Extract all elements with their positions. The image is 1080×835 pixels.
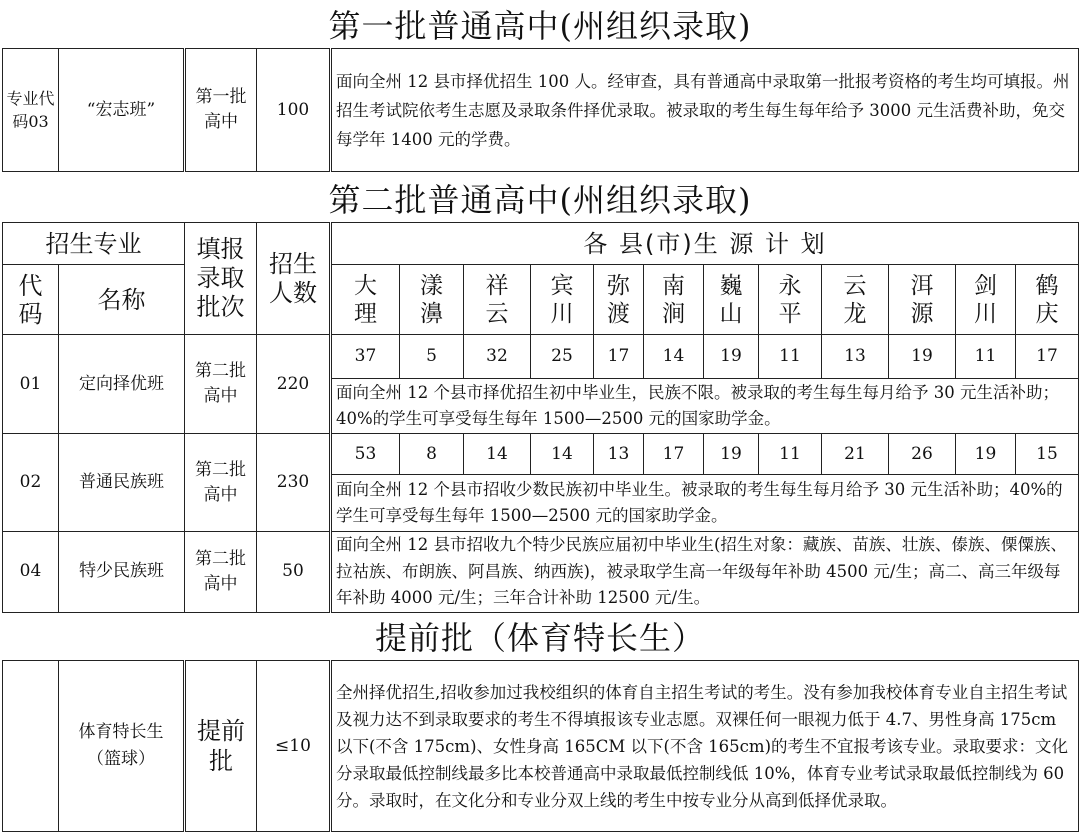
header-major: 招生专业: [3, 223, 185, 265]
row-batch: 第二批高中: [185, 532, 257, 613]
row-code: 02: [3, 434, 59, 532]
row-description: 面向全州 12 个县市择优招生初中毕业生，民族不限。被录取的考生每生每月给予 30 元生活补助；40%的学生可享受每生每年 1500—2500 元的国家助学金。: [331, 379, 1079, 434]
row-count: 220: [257, 335, 331, 434]
quota-cell: 21: [822, 434, 889, 475]
quota-cell: 19: [704, 434, 759, 475]
county-header: 漾濞: [400, 265, 464, 335]
header-code: 代码: [3, 265, 59, 335]
quota-cell: 17: [594, 335, 644, 379]
major-code-cell: 专业代码03: [3, 49, 59, 172]
quota-cell: 13: [594, 434, 644, 475]
county-header: 宾川: [531, 265, 594, 335]
count-cell: ≤10: [257, 661, 331, 832]
major-name-cell: 体育特长生（篮球）: [59, 661, 185, 832]
header-county-plan: 各 县(市)生 源 计 划: [331, 223, 1079, 265]
quota-cell: 11: [759, 335, 822, 379]
row-count: 230: [257, 434, 331, 532]
quota-cell: 53: [331, 434, 400, 475]
county-header: 大理: [331, 265, 400, 335]
row-count: 50: [257, 532, 331, 613]
major-name-cell: “宏志班”: [59, 49, 185, 172]
row-batch: 第二批高中: [185, 335, 257, 434]
row-code: 04: [3, 532, 59, 613]
quota-cell: 25: [531, 335, 594, 379]
section3-table: [2, 660, 1079, 832]
quota-cell: 13: [822, 335, 889, 379]
description-cell: 全州择优招生,招收参加过我校组织的体育自主招生考试的考生。没有参加我校体育专业自主招生考试及视力达不到录取要求的考生不得填报该专业志愿。双裸任何一眼视力低于 4.7、男性身高 175cm 以下(不含 175cm)、女性身高 165CM 以下(不含 165cm)的考生不宜报考该专业。录取要求：文化分录取最低控制线最多比本校普通高中录取最低控制线低 10%，体育专业考试录取最低控制线为 60 分。录取时，在文化分和专业分双上线的考生中按专业分从高到低择优录取。: [331, 661, 1079, 832]
count-cell: 100: [257, 49, 331, 172]
county-header: 弥渡: [594, 265, 644, 335]
batch-cell: 提前批: [185, 661, 257, 832]
quota-cell: 19: [889, 335, 956, 379]
county-header: 永平: [759, 265, 822, 335]
row-description: 面向全州 12 县市招收九个特少民族应届初中毕业生(招生对象：藏族、苗族、壮族、傣族、傈僳族、拉祜族、布朗族、阿昌族、纳西族)，被录取学生高一年级每年补助 4500 元/生；高二、高三年级每年补助 4000 元/生；三年合计补助 12500 元/生。: [331, 532, 1079, 613]
county-header: 洱源: [889, 265, 956, 335]
row-name: 普通民族班: [59, 434, 185, 532]
quota-cell: 37: [331, 335, 400, 379]
row-description: 面向全州 12 个县市招收少数民族初中毕业生。被录取的考生每生每月给予 30 元生活补助；40%的学生可享受每生每年 1500—2500 元的国家助学金。: [331, 475, 1079, 532]
section1-table: [2, 48, 1079, 172]
county-header: 巍山: [704, 265, 759, 335]
section1-title: 第一批普通高中(州组织录取): [328, 7, 752, 45]
quota-cell: 15: [1016, 434, 1079, 475]
quota-cell: 17: [644, 434, 704, 475]
header-name: 名称: [59, 265, 185, 335]
quota-cell: 14: [644, 335, 704, 379]
quota-cell: 26: [889, 434, 956, 475]
quota-cell: 11: [759, 434, 822, 475]
description-cell: 面向全州 12 县市择优招生 100 人。经审查，具有普通高中录取第一批报考资格的考生均可填报。州招生考试院依考生志愿及录取条件择优录取。被录取的考生每生每年给予 3000 元生活费补助，免交每学年 1400 元的学费。: [331, 49, 1079, 172]
row-name: 定向择优班: [59, 335, 185, 434]
header-batch: 填报录取批次: [185, 223, 257, 335]
batch-cell: 第一批高中: [185, 49, 257, 172]
county-header: 云龙: [822, 265, 889, 335]
quota-cell: 19: [956, 434, 1016, 475]
section2-table: [2, 222, 1079, 613]
quota-cell: 8: [400, 434, 464, 475]
quota-cell: 32: [464, 335, 531, 379]
quota-cell: 14: [531, 434, 594, 475]
section3-title: 提前批（体育特长生）: [374, 619, 705, 657]
quota-cell: 11: [956, 335, 1016, 379]
section2-title: 第二批普通高中(州组织录取): [328, 181, 752, 219]
county-header: 鹤庆: [1016, 265, 1079, 335]
row-name: 特少民族班: [59, 532, 185, 613]
county-header: 南涧: [644, 265, 704, 335]
quota-cell: 17: [1016, 335, 1079, 379]
header-count: 招生人数: [257, 223, 331, 335]
quota-cell: 5: [400, 335, 464, 379]
major-code-cell: [3, 661, 59, 832]
county-header: 剑川: [956, 265, 1016, 335]
quota-cell: 19: [704, 335, 759, 379]
quota-cell: 14: [464, 434, 531, 475]
row-batch: 第二批高中: [185, 434, 257, 532]
row-code: 01: [3, 335, 59, 434]
county-header: 祥云: [464, 265, 531, 335]
